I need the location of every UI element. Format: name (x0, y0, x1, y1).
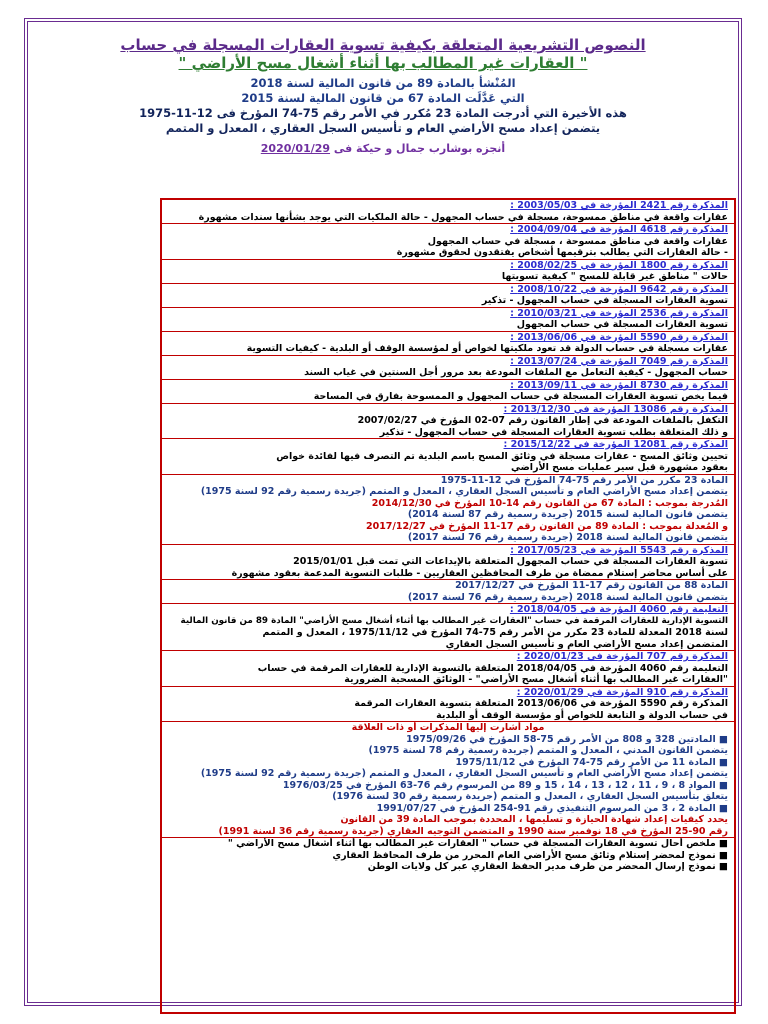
table-row (162, 332, 734, 356)
memo-line: ■ المادتين 328 و 808 من الأمر رقم 75-58 المؤرخ في 1975/09/26 (406, 733, 728, 745)
memo-line: يتضمن إعداد مسح الأراضي العام و تأسيس السجل العقاري ، المعدل و المتمم (جريدة رسمية رقم 92 لسنة 1975) (200, 486, 728, 497)
memo-title: المذكرة رقم 2536 المؤرخة في 2010/03/21 : (510, 307, 728, 319)
memo-line: في حساب الدولة و التابعة للخواص أو مؤسسة الوقف أو البلدية (436, 709, 728, 721)
memo-line: المادة 23 مكرر من الأمر رقم 75-74 المؤرخ في 12-11-1975 (440, 474, 728, 486)
table-row (162, 687, 734, 723)
memo-line: ■ المادة 11 من الأمر رقم 75-74 المؤرخ في 1975/11/12 (455, 756, 728, 768)
memo-title: المذكرة رقم 13086 المؤرخة في 2013/12/30 : (503, 403, 728, 415)
memo-line: يتضمن إعداد مسح الأراضي العام و تأسيس السجل العقاري ، المعدل و المتمم (جريدة رسمية رقم 92 لسنة 1975) (200, 768, 728, 779)
subtitle-4: يتضمن إعداد مسح الأراضي العام و تأسيس السجل العقاري ، المعدل و المتمم (165, 121, 601, 135)
table-row (162, 580, 734, 604)
table-row (162, 356, 734, 380)
memo-line: "العقارات غير المطالب بها أثناء أشغال مسح الأراضي" - الوثائق المسحية الضرورية (344, 674, 728, 685)
table-row (162, 404, 734, 440)
memo-line: عقارات واقعة في مناطق ممسوحة، مسجلة في حساب المجهول - حالة الملكيات التي يوجد بشأنها سندات مشهورة (198, 211, 728, 223)
memo-title: المذكرة رقم 5543 المؤرخة في 2017/05/23 : (510, 544, 728, 556)
title-line-1: النصوص التشريعية المتعلقة بكيفية تسوية العقارات المسجلة في حساب (120, 36, 646, 54)
memo-title: التعليمة رقم 4060 المؤرخة في 2018/04/05 : (509, 604, 728, 615)
memo-line: يتضمن قانون المالية لسنة 2015 (جريدة رسمية رقم 87 لسنة 2014) (407, 509, 728, 520)
page-frame (24, 18, 742, 1006)
memo-line: ■ ملخص أحال تسوية العقارات المسجلة في حساب " العقارات غير المطالب بها أثناء أشغال مسح الأراضي " (227, 838, 728, 849)
subtitle-3: هذه الأخيرة التي أدرجت المادة 23 مُكرر في الأمر رقم 75-74 المؤرخ فى 12-11-1975 (139, 106, 627, 120)
memo-line: مواد أشارت إليها المذكرات أو ذات العلاقة (351, 722, 545, 733)
table-row (162, 224, 734, 260)
memo-line: ■ المادة 2 ، 3 من المرسوم التنفيذي رقم 91-254 المؤرخ في 1991/07/27 (376, 802, 728, 814)
table-row (162, 284, 734, 308)
memo-line: و المُعدلة بموجب : المادة 89 من القانون رقم 17-11 المؤرخ في 2017/12/27 (365, 520, 728, 532)
memo-title: المذكرة رقم 5590 المؤرخة في 2013/06/06 : (510, 331, 728, 343)
memo-title: المذكرة رقم 7049 المؤرخة في 2013/07/24 : (510, 355, 728, 367)
memo-line: تسوية العقارات المسجلة في حساب المجهول (516, 319, 728, 330)
credit-line (28, 142, 738, 156)
table-row (162, 545, 734, 581)
subtitle-1: المُنْشأ بالمادة 89 من قانون المالية لسنة 2018 (250, 76, 516, 90)
memo-line: فيما يخص تسوية العقارات المسجلة في حساب المجهول و الممسوحة بفارق في المساحة (313, 391, 728, 402)
memo-line: بعقود مشهورة قبل سير عمليات مسح الأراضي (511, 462, 728, 473)
memo-line: يتضمن القانون المدني ، المعدل و المتمم (جريدة رسمية رقم 78 لسنة 1975) (368, 745, 728, 756)
memo-line: لسنة 2018 المعدلة للمادة 23 مكرر من الأمر رقم 75-74 المؤرخ في 1975/11/12 ، المعدل و المتمم (262, 627, 728, 638)
memo-line: ■ المواد 8 ، 9 ، 11 ، 12 ، 13 ، 14 ، 15 و 89 من المرسوم رقم 76-63 المؤرخ في 1976/03/25 (282, 779, 728, 791)
memo-line: المُدرجة بموجب : المادة 67 من القانون رقم 14-10 المؤرخ في 2014/12/30 (371, 497, 728, 509)
memo-line: المذكرة رقم 5590 المؤرخة في 2013/06/06 المتعلقة بتسوية العقارات المرقمة (354, 698, 728, 709)
memo-line: تسوية العقارات المسجلة في حساب المجهول - تذكير (481, 295, 728, 306)
memo-title: المذكرة رقم 12081 المؤرخة في 2015/12/22 : (503, 439, 728, 450)
memo-line: رقم 90-25 المؤرخ في 18 نوفمبر سنة 1990 و المتضمن التوجيه العقاري (جريدة رسمية رقم 36 لسنة 1991) (218, 825, 728, 837)
table-row (162, 380, 734, 404)
memo-line: تحيين وثائق المسح - عقارات مسجلة في وثائق المسح باسم البلدية تم التصرف فيها لفائدة خواص (276, 450, 728, 462)
memo-line: و ذلك المتعلقة بطلب تسوية العقارات المسجلة في حساب المجهول - تذكير (379, 426, 728, 438)
memo-line: يتعلق بتأسيس السجل العقاري ، المعدل و المتمم (جريدة رسمية رقم 30 لسنة 1976) (332, 791, 728, 802)
memo-line: - حالة العقارات التي يطالب بترقيمها أشخاص يفتقدون لحقوق مشهورة (396, 247, 728, 258)
memo-line: يتضمن قانون المالية لسنة 2018 (جريدة رسمية رقم 76 لسنة 2017) (407, 591, 728, 603)
memo-line: ■ نموذج إرسال المحضر من طرف مدير الحفظ العقاري عبر كل ولايات الوطن (367, 861, 728, 872)
memo-line: المادة 88 من القانون رقم 17-11 المؤرخ في 2017/12/27 (455, 580, 728, 591)
subtitle-2: التي عَدَّلَت المادة 67 من قانون المالية لسنة 2015 (241, 91, 525, 105)
table-row (162, 308, 734, 332)
credit-text: أنجزه بوشارب جمال و حيكة فى (333, 142, 506, 155)
memo-line: ■ نموذج لمحضر إستلام وثائق مسح الأراضي العام المحرر من طرف المحافظ العقاري (332, 849, 728, 861)
table-row (162, 722, 734, 838)
memo-line: تسوية العقارات المسجلة في حساب المجهول المتعلقة بالإيداعات التي تمت قبل 2015/01/01 (293, 556, 728, 567)
memo-title: المذكرة رقم 4618 المؤرخة في 2004/09/04 : (510, 224, 728, 235)
memo-title: المذكرة رقم 9642 المؤرخة في 2008/10/22 : (510, 283, 728, 295)
memo-line: يتضمن قانون المالية لسنة 2018 (جريدة رسمية رقم 76 لسنة 2017) (407, 532, 728, 543)
table-row (162, 475, 734, 545)
memo-line: المتضمن إعداد مسح الأراضي العام و تأسيس السجل العقاري (445, 638, 728, 650)
table-row (162, 604, 734, 651)
credit-date: 2020/01/29 (260, 142, 331, 155)
memo-line: عقارات مسجلة في حساب الدولة قد تعود ملكيتها لخواص أو لمؤسسة الوقف أو البلدية - كيفيات التسوية (246, 343, 728, 354)
memo-title: المذكرة رقم 1800 المؤرخة في 2008/02/25 : (510, 259, 728, 271)
memo-title: المذكرة رقم 8730 المؤرخة في 2013/09/11 : (510, 379, 728, 391)
table-row (162, 439, 734, 475)
table-row (162, 260, 734, 284)
memo-line: حساب المجهول - كيفية التعامل مع الملفات المودعة بعد مرور أجل السنتين في غياب السند (304, 367, 728, 378)
memo-line: التكفل بالملفات المودعة في إطار القانون رقم 07-02 المؤرخ في 2007/02/27 (357, 415, 728, 426)
memo-title: المذكرة رقم 910 المؤرخة في 2020/01/29 : (516, 686, 728, 698)
memo-title: المذكرة رقم 707 المؤرخة في 2020/01/23 : (516, 651, 728, 662)
memo-line: التسوية الإدارية للعقارات المرقمة في حساب "العقارات غير المطالب بها أثناء أشغال مسح الأراضي" المادة 89 من قانون المالية (180, 615, 728, 626)
table-row (162, 200, 734, 224)
header (28, 22, 738, 156)
table-row (162, 651, 734, 687)
memo-line: التعليمة رقم 4060 المؤرخة في 2018/04/05 المتعلقة بالتسوية الإدارية للعقارات المرقمة في حساب (257, 662, 728, 674)
memo-line: يحدد كيفيات إعداد شهادة الحيازة و تسليمها ، المحددة بموجب المادة 39 من القانون (340, 814, 728, 825)
memo-title: المذكرة رقم 2421 المؤرخة في 2003/05/03 : (510, 200, 728, 211)
table-row (162, 838, 734, 873)
memo-line: حالات " مناطق غير قابلة للمسح " كيفية تسويتها (501, 271, 728, 282)
references-table (160, 198, 736, 1014)
memo-line: على أساس محاضر إستلام ممضاة من طرف المحافظين العقاريين - طلبات التسوية المدعمة بعقود مشهورة (231, 567, 728, 579)
memo-line: عقارات واقعة في مناطق ممسوحة ، مسجلة في حساب المجهول (427, 235, 728, 247)
title-line-2: " العقارات غير المطالب بها أثناء أشغال مسح الأراضي " (178, 54, 588, 72)
